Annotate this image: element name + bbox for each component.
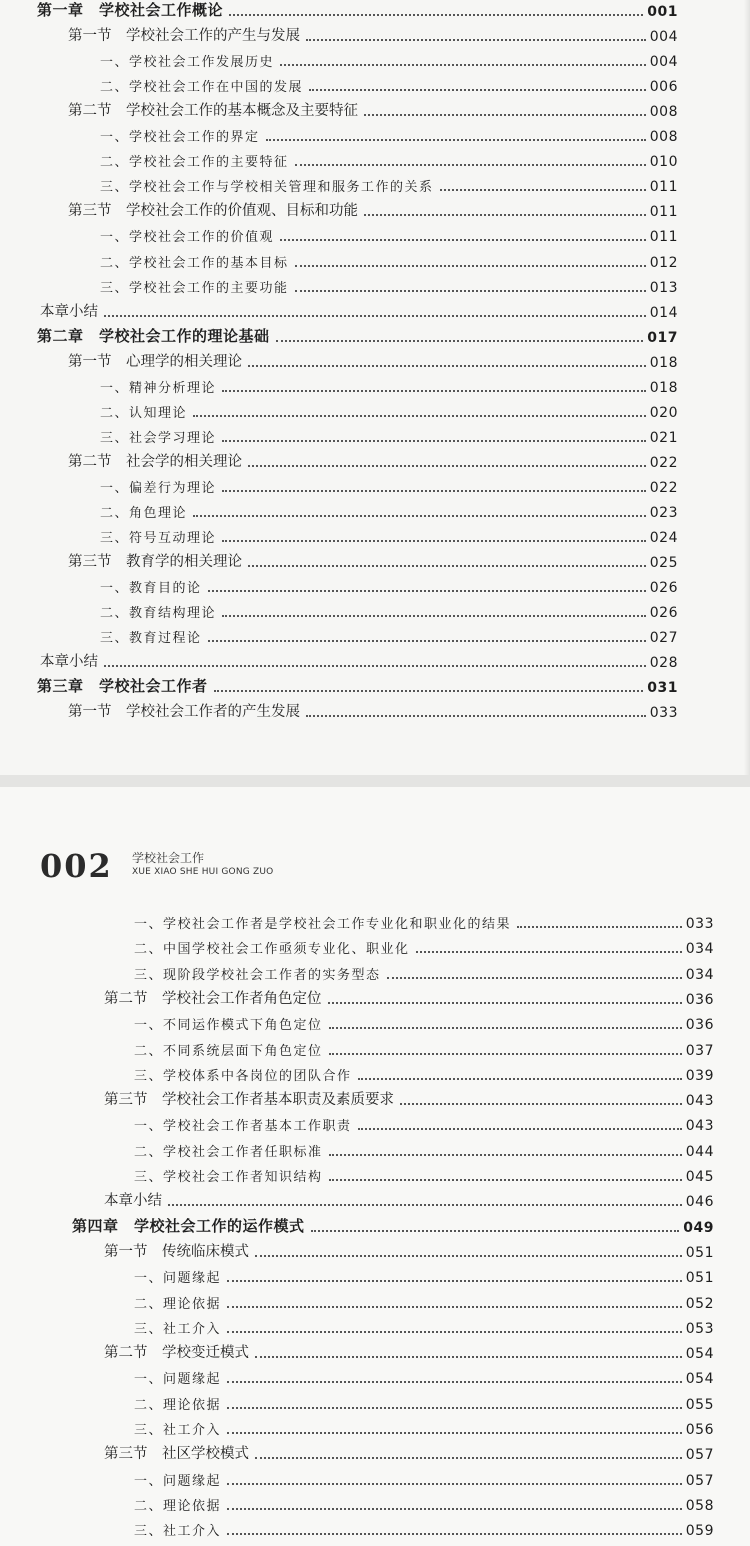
toc-entry-page: 022 — [649, 479, 678, 496]
dot-leader — [208, 640, 646, 642]
toc-entry-title: 三、社会学习理论 — [100, 430, 217, 446]
toc-entry-item — [134, 1467, 714, 1489]
toc-entry-title: 二、学校社会工作在中国的发展 — [100, 80, 304, 96]
toc-entry-page: 055 — [685, 1396, 714, 1413]
dot-leader — [309, 89, 646, 91]
toc-entry-title: 二、学校社会工作的主要特征 — [100, 155, 289, 171]
toc-entry-page: 018 — [649, 354, 678, 371]
toc-entry-title: 第三节 学校社会工作者基本职责及素质要求 — [104, 1092, 394, 1109]
toc-entry-title: 三、学校社会工作的主要功能 — [100, 280, 289, 296]
dot-leader — [440, 189, 646, 191]
dot-leader — [227, 1331, 682, 1333]
page-edge-shadow — [744, 0, 750, 775]
toc-entry-title: 三、社工介入 — [134, 1524, 222, 1540]
toc-entry-item — [134, 1138, 714, 1160]
book-title: 学校社会工作 — [132, 851, 205, 865]
toc-entry-section — [68, 349, 678, 371]
dot-leader — [255, 1457, 682, 1459]
toc-entry-page: 024 — [649, 530, 678, 547]
dot-leader — [227, 1306, 682, 1308]
toc-entry-item — [100, 223, 678, 245]
toc-entry-title: 一、学校社会工作者基本工作职责 — [134, 1119, 352, 1135]
toc-entry-page: 039 — [685, 1067, 714, 1084]
dot-leader — [400, 1103, 682, 1105]
toc-entry-title: 第三章 学校社会工作者 — [37, 677, 208, 696]
toc-entry-page: 057 — [685, 1472, 714, 1489]
toc-entry-page: 049 — [683, 1219, 714, 1236]
dot-leader — [222, 615, 646, 617]
toc-entry-title: 二、角色理论 — [100, 506, 188, 521]
toc-entry-summary — [104, 1188, 714, 1210]
toc-entry-title: 三、社工介入 — [134, 1423, 222, 1438]
toc-entry-item — [100, 173, 678, 195]
toc-entry-item — [134, 935, 714, 957]
toc-entry-page: 011 — [649, 229, 678, 246]
toc-entry-page: 018 — [649, 379, 678, 396]
dot-leader — [193, 515, 646, 517]
toc-entry-title: 第四章 学校社会工作的运作模式 — [72, 1216, 305, 1235]
toc-entry-title: 第一节 传统临床模式 — [104, 1243, 249, 1260]
toc-entry-summary — [40, 649, 678, 671]
toc-entry-item — [100, 574, 678, 596]
toc-entry-title: 第三节 学校社会工作的价值观、目标和功能 — [68, 203, 358, 220]
toc-entry-title: 二、教育结构理论 — [100, 606, 217, 622]
toc-entry-title: 第一章 学校社会工作概论 — [37, 1, 224, 19]
dot-leader — [306, 715, 646, 717]
toc-entry-item — [134, 1037, 714, 1059]
toc-entry-item — [134, 1315, 714, 1337]
toc-entry-section — [68, 549, 678, 571]
dot-leader — [248, 565, 646, 567]
toc-entry-page: 012 — [649, 254, 678, 271]
dot-leader — [295, 164, 646, 166]
toc-entry-page: 033 — [649, 705, 678, 722]
dot-leader — [227, 1508, 682, 1510]
toc-entry-title: 一、学校社会工作者是学校社会工作专业化和职业化的结果 — [134, 917, 512, 932]
toc-entry-chapter — [72, 1214, 714, 1236]
toc-entry-item — [100, 73, 678, 95]
toc-entry-item — [134, 1517, 714, 1539]
toc-entry-chapter — [37, 674, 678, 696]
toc-entry-section — [104, 1087, 714, 1109]
toc-entry-section — [68, 98, 678, 120]
toc-entry-item — [134, 1062, 714, 1084]
dot-leader — [329, 1027, 682, 1029]
toc-entry-title: 一、偏差行为理论 — [100, 480, 217, 496]
toc-entry-page: 025 — [649, 555, 678, 572]
toc-entry-title: 二、理论依据 — [134, 1296, 222, 1312]
toc-entry-title: 三、学校社会工作与学校相关管理和服务工作的关系 — [100, 180, 434, 196]
toc-entry-title: 三、学校体系中各岗位的团队合作 — [134, 1068, 352, 1084]
toc-entry-item — [134, 1011, 714, 1033]
toc-entry-title: 二、理论依据 — [134, 1397, 222, 1413]
toc-page-2 — [0, 787, 750, 1546]
toc-entry-item — [100, 48, 678, 70]
dot-leader — [329, 1053, 682, 1055]
toc-entry-title: 二、理论依据 — [134, 1498, 222, 1514]
toc-entry-title: 三、学校社会工作者知识结构 — [134, 1170, 323, 1185]
toc-entry-summary — [40, 299, 678, 321]
dot-leader — [276, 340, 644, 342]
toc-entry-item — [100, 123, 678, 145]
dot-leader — [227, 1381, 682, 1383]
toc-entry-title: 本章小结 — [40, 654, 98, 671]
toc-entry-title: 三、社工介入 — [134, 1321, 222, 1337]
dot-leader — [328, 1002, 682, 1004]
toc-entry-page: 008 — [649, 104, 678, 121]
toc-entry-page: 046 — [685, 1194, 714, 1211]
toc-entry-chapter — [37, 324, 678, 346]
toc-entry-title: 一、学校社会工作的界定 — [100, 130, 260, 146]
dot-leader — [227, 1432, 682, 1434]
toc-entry-page: 023 — [649, 505, 678, 521]
toc-entry-page: 022 — [649, 454, 678, 471]
toc-entry-page: 034 — [685, 941, 714, 958]
dot-leader — [416, 951, 682, 953]
toc-entry-page: 010 — [649, 154, 678, 171]
dot-leader — [329, 1179, 682, 1181]
dot-leader — [517, 926, 682, 928]
toc-entry-page: 028 — [649, 655, 678, 672]
dot-leader — [364, 114, 646, 116]
toc-entry-item — [134, 1112, 714, 1134]
toc-entry-title: 一、精神分析理论 — [100, 380, 217, 396]
toc-entry-item — [134, 1391, 714, 1413]
toc-entry-page: 026 — [649, 580, 678, 597]
toc-entry-page: 034 — [685, 966, 714, 983]
dot-leader — [364, 214, 646, 216]
dot-leader — [248, 465, 646, 467]
toc-entry-item — [100, 499, 678, 521]
dot-leader — [255, 1255, 682, 1257]
toc-entry-page: 006 — [649, 79, 678, 96]
toc-entry-section — [68, 23, 678, 45]
toc-entry-title: 本章小结 — [40, 303, 98, 320]
toc-entry-section — [104, 1239, 714, 1261]
toc-entry-page: 001 — [647, 4, 678, 20]
toc-entry-item — [100, 274, 678, 296]
dot-leader — [208, 590, 646, 592]
toc-entry-title: 第三节 教育学的相关理论 — [68, 554, 242, 571]
dot-leader — [248, 365, 646, 367]
toc-entry-page: 036 — [685, 991, 714, 1008]
toc-entry-page: 014 — [649, 304, 678, 321]
toc-entry-item — [100, 249, 678, 271]
dot-leader — [227, 1280, 682, 1282]
toc-entry-page: 004 — [649, 29, 678, 46]
toc-entry-item — [100, 524, 678, 546]
toc-entry-item — [100, 148, 678, 170]
toc-entry-title: 一、问题缘起 — [134, 1473, 222, 1489]
toc-entry-title: 二、认知理论 — [100, 405, 188, 421]
toc-entry-page: 044 — [685, 1143, 714, 1160]
toc-entry-item — [100, 424, 678, 446]
dot-leader — [222, 540, 646, 542]
toc-entry-title: 第二节 学校社会工作者角色定位 — [104, 990, 322, 1007]
toc-entry-page: 056 — [685, 1422, 714, 1438]
dot-leader — [222, 440, 646, 442]
toc-entry-item — [100, 399, 678, 421]
toc-entry-title: 第一节 学校社会工作的产生与发展 — [68, 28, 300, 45]
dot-leader — [227, 1533, 682, 1535]
toc-entry-section — [104, 1340, 714, 1362]
toc-entry-title: 一、学校社会工作发展历史 — [100, 55, 275, 71]
dot-leader — [193, 415, 646, 417]
page-gap — [0, 775, 750, 787]
toc-entry-item — [134, 1365, 714, 1387]
toc-entry-title: 第一节 心理学的相关理论 — [68, 353, 242, 370]
toc-entry-section — [104, 1441, 714, 1463]
toc-entry-page: 036 — [685, 1017, 714, 1034]
toc-entry-page: 021 — [649, 429, 678, 446]
toc-entry-title: 第二节 学校变迁模式 — [104, 1345, 249, 1362]
toc-entry-title: 一、不同运作模式下角色定位 — [134, 1018, 323, 1034]
toc-entry-page: 052 — [685, 1295, 714, 1312]
toc-entry-title: 二、不同系统层面下角色定位 — [134, 1043, 323, 1059]
toc-entry-item — [100, 474, 678, 496]
toc-entry-page: 017 — [647, 329, 678, 346]
toc-entry-page: 033 — [685, 916, 714, 932]
toc-entry-title: 二、学校社会工作者任职标准 — [134, 1144, 323, 1160]
toc-entry-title: 本章小结 — [104, 1193, 162, 1210]
toc-entry-title: 第二节 社会学的相关理论 — [68, 453, 242, 470]
toc-entry-page: 027 — [649, 630, 678, 647]
toc-entry-page: 013 — [649, 279, 678, 296]
dot-leader — [358, 1078, 682, 1080]
toc-entry-item — [100, 374, 678, 396]
toc-entry-item — [100, 599, 678, 621]
dot-leader — [306, 39, 646, 41]
dot-leader — [168, 1204, 682, 1206]
toc-entry-section — [68, 198, 678, 220]
dot-leader — [255, 1356, 682, 1358]
toc-entry-item — [134, 1492, 714, 1514]
dot-leader — [222, 390, 646, 392]
toc-entry-page: 008 — [649, 129, 678, 146]
toc-entry-item — [134, 1290, 714, 1312]
book-title-pinyin: XUE XIAO SHE HUI GONG ZUO — [132, 867, 274, 877]
toc-entry-page: 059 — [685, 1523, 714, 1540]
toc-entry-section — [104, 986, 714, 1008]
toc-entry-page: 043 — [685, 1118, 714, 1135]
toc-entry-page: 011 — [649, 179, 678, 196]
toc-entry-page: 045 — [685, 1169, 714, 1185]
dot-leader — [104, 315, 646, 317]
toc-entry-title: 第三节 社区学校模式 — [104, 1446, 249, 1463]
toc-entry-page: 043 — [685, 1093, 714, 1110]
toc-entry-page: 031 — [647, 680, 678, 697]
toc-entry-title: 二、中国学校社会工作亟须专业化、职业化 — [134, 942, 410, 958]
toc-entry-page: 026 — [649, 605, 678, 622]
toc-entry-page: 054 — [685, 1346, 714, 1363]
toc-entry-page: 058 — [685, 1497, 714, 1514]
toc-entry-title: 第二章 学校社会工作的理论基础 — [37, 326, 270, 345]
toc-entry-item — [100, 624, 678, 646]
dot-leader — [280, 64, 646, 66]
toc-entry-item — [134, 961, 714, 983]
toc-entry-item — [134, 910, 714, 932]
toc-entry-section — [68, 449, 678, 471]
dot-leader — [358, 1128, 682, 1130]
dot-leader — [387, 977, 682, 979]
dot-leader — [227, 1483, 682, 1485]
toc-entry-page: 053 — [685, 1320, 714, 1337]
toc-entry-title: 一、问题缘起 — [134, 1271, 222, 1287]
toc-entry-page: 004 — [649, 54, 678, 71]
dot-leader — [329, 1154, 682, 1156]
toc-entry-page: 051 — [685, 1270, 714, 1287]
toc-entry-item — [134, 1416, 714, 1438]
toc-entry-title: 一、学校社会工作的价值观 — [100, 230, 275, 246]
dot-leader — [227, 1407, 682, 1409]
dot-leader — [229, 14, 643, 16]
dot-leader — [295, 265, 646, 267]
dot-leader — [104, 665, 646, 667]
toc-entry-title: 一、问题缘起 — [134, 1372, 222, 1388]
dot-leader — [214, 690, 644, 692]
dot-leader — [295, 290, 646, 292]
toc-entry-page: 051 — [685, 1244, 714, 1261]
toc-entry-title: 二、学校社会工作的基本目标 — [100, 255, 289, 271]
toc-entry-page: 011 — [649, 204, 678, 221]
toc-entry-title: 三、现阶段学校社会工作者的实务型态 — [134, 967, 381, 983]
dot-leader — [280, 239, 646, 241]
toc-entry-title: 第一节 学校社会工作者的产生发展 — [68, 704, 300, 721]
toc-entry-title: 第二节 学校社会工作的基本概念及主要特征 — [68, 103, 358, 120]
toc-entry-title: 三、教育过程论 — [100, 631, 202, 647]
dot-leader — [222, 490, 646, 492]
toc-entry-page: 020 — [649, 404, 678, 421]
toc-entry-title: 一、教育目的论 — [100, 581, 202, 597]
toc-entry-page: 057 — [685, 1447, 714, 1464]
toc-entry-title: 三、符号互动理论 — [100, 531, 217, 547]
page-number: 002 — [40, 847, 113, 885]
toc-entry-chapter — [37, 0, 678, 20]
dot-leader — [311, 1230, 680, 1232]
toc-entry-page: 054 — [685, 1371, 714, 1388]
toc-entry-section — [68, 699, 678, 721]
toc-entry-page: 037 — [685, 1042, 714, 1059]
toc-entry-item — [134, 1264, 714, 1286]
dot-leader — [266, 139, 646, 141]
toc-entry-item — [134, 1163, 714, 1185]
